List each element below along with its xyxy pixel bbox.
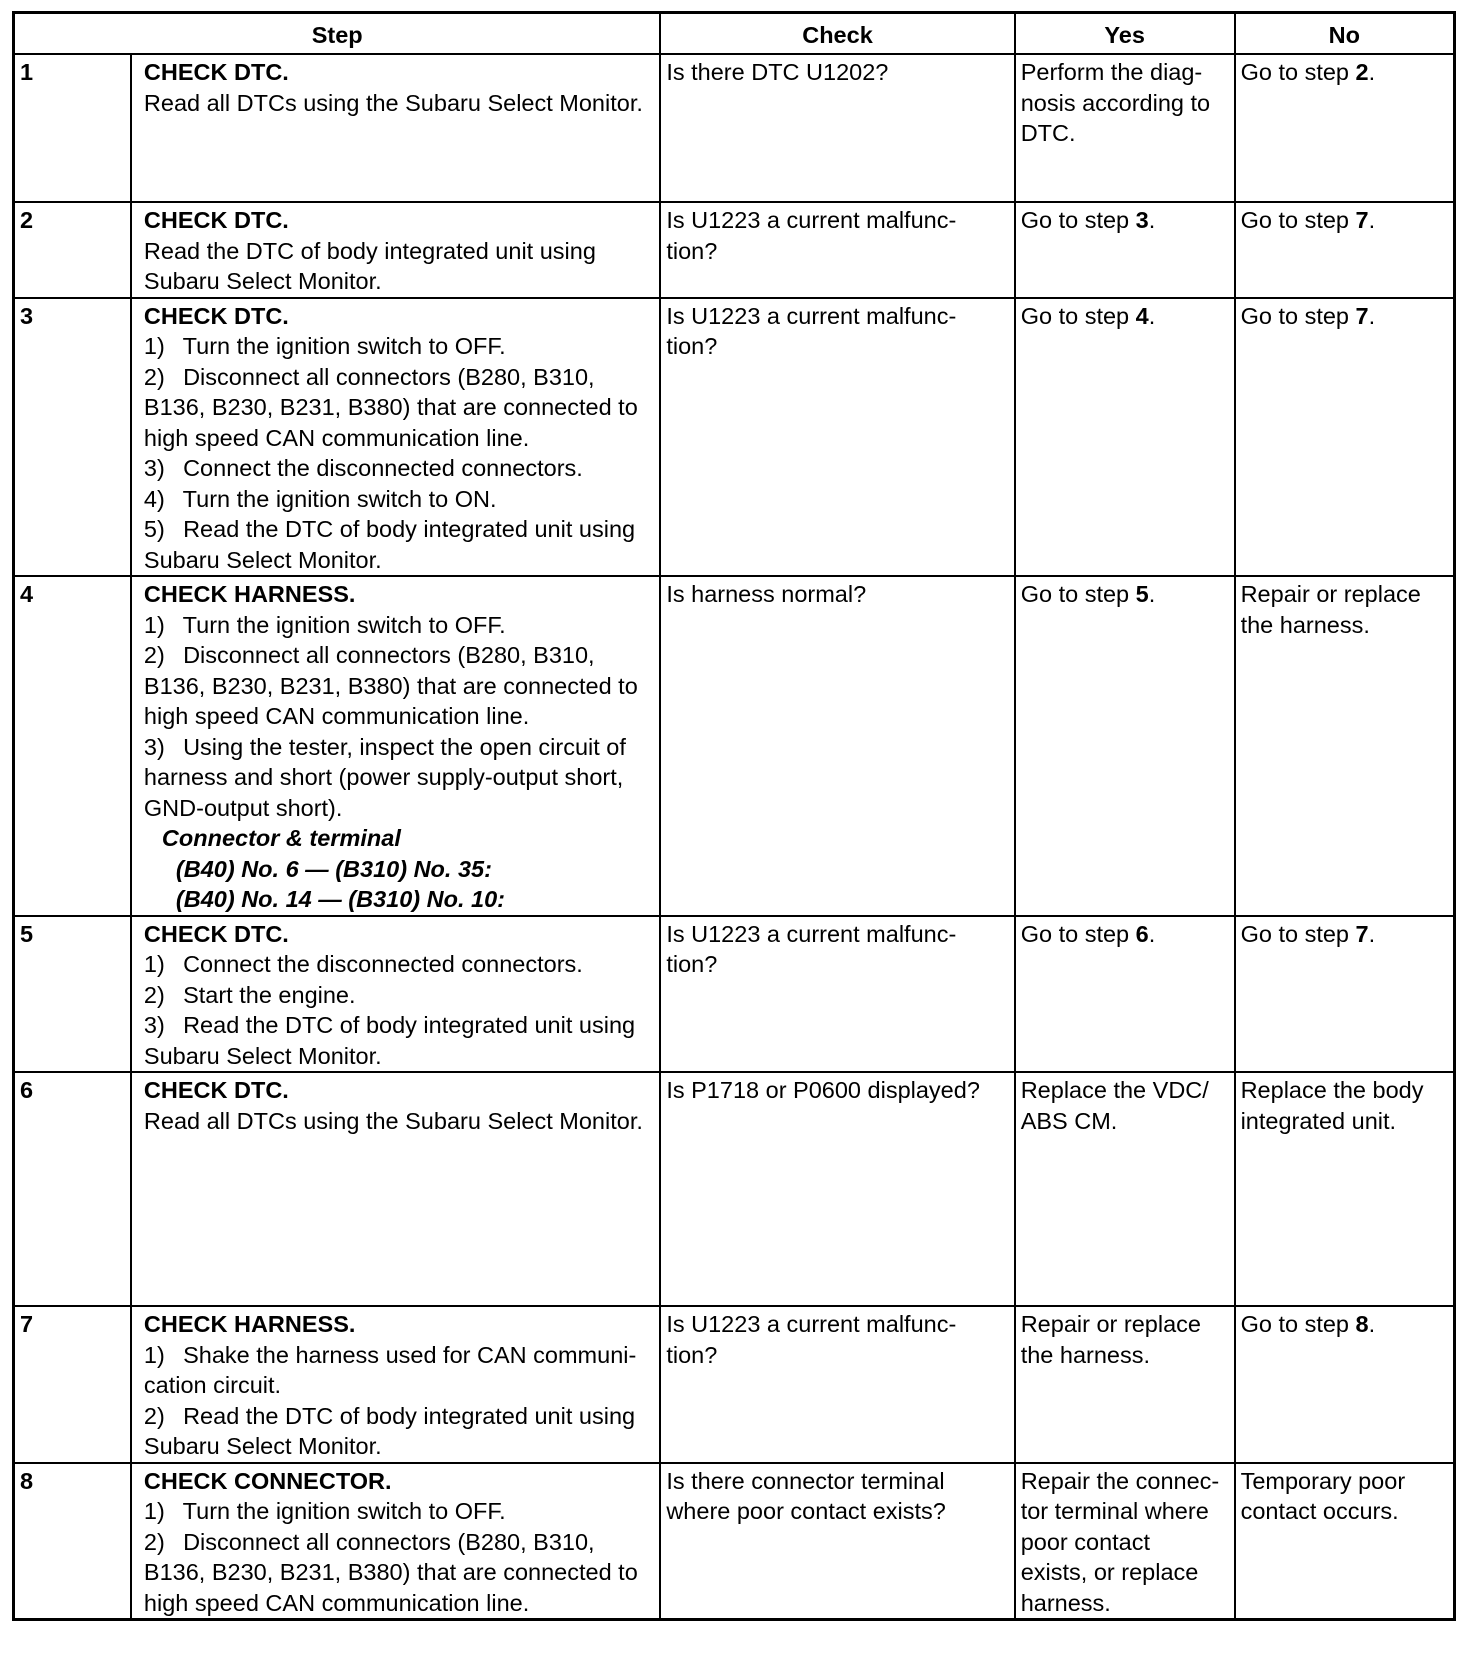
step-line: high speed CAN communication line. — [143, 1589, 530, 1616]
step-title: CHECK DTC. — [143, 302, 289, 329]
yes-suffix: . — [1148, 207, 1156, 233]
table-row — [14, 202, 1455, 298]
step-line: B136, B230, B231, B380) that are connected to — [143, 672, 638, 699]
no-text: contact occurs. — [1240, 1498, 1399, 1524]
step-line: high speed CAN communication line. — [143, 424, 530, 451]
step-number: 5 — [14, 916, 131, 1073]
no-step-ref: 7 — [1355, 302, 1369, 329]
no-text: Temporary poor — [1240, 1467, 1406, 1494]
step-line: cation circuit. — [143, 1372, 282, 1398]
step-line: GND-output short). — [143, 794, 343, 821]
step-line: 1) Connect the disconnected connectors. — [143, 951, 583, 977]
check-text: Is P1718 or P0600 displayed? — [666, 1077, 980, 1103]
no-prefix: Go to step — [1240, 920, 1356, 947]
yes-cell — [1015, 1306, 1235, 1463]
no-cell — [1235, 916, 1455, 1073]
step-line: 2) Start the engine. — [143, 981, 356, 1008]
yes-prefix: Go to step — [1020, 302, 1136, 329]
table-row — [14, 1463, 1455, 1620]
header-step: Step — [14, 13, 661, 55]
no-suffix: . — [1368, 302, 1376, 329]
step-number: 8 — [14, 1463, 131, 1620]
no-prefix: Go to step — [1240, 302, 1356, 329]
step-line: Subaru Select Monitor. — [143, 546, 382, 573]
diagnostic-procedure-table — [12, 11, 1456, 1621]
check-cell — [660, 202, 1014, 298]
yes-prefix: Go to step — [1020, 581, 1136, 607]
check-text: Is there connector terminal — [666, 1467, 945, 1494]
step-line: high speed CAN communication line. — [143, 703, 530, 729]
yes-cell — [1015, 298, 1235, 577]
yes-text: ABS CM. — [1020, 1107, 1118, 1134]
check-cell — [660, 54, 1014, 202]
table-header-row — [14, 13, 1455, 55]
yes-text: exists, or replace — [1020, 1559, 1199, 1585]
terminal-spec: (B40) No. 6 — (B310) No. 35: — [175, 855, 492, 882]
no-text: integrated unit. — [1240, 1107, 1397, 1134]
step-line: Read the DTC of body integrated unit using — [143, 237, 596, 264]
yes-suffix: . — [1148, 581, 1156, 607]
step-number: 3 — [14, 298, 131, 577]
header-check: Check — [660, 13, 1014, 55]
step-line: Subaru Select Monitor. — [143, 268, 382, 294]
step-line: 3) Connect the disconnected connectors. — [143, 455, 583, 481]
yes-suffix: . — [1148, 302, 1156, 329]
step-line: 1) Turn the ignition switch to OFF. — [143, 611, 506, 638]
check-text: where poor contact exists? — [666, 1498, 946, 1524]
check-text: Is U1223 a current malfunc- — [666, 302, 957, 329]
table-row — [14, 1306, 1455, 1463]
step-line: B136, B230, B231, B380) that are connected to — [143, 394, 638, 420]
no-cell — [1235, 298, 1455, 577]
check-text: Is U1223 a current malfunc- — [666, 920, 957, 947]
step-title: CHECK DTC. — [143, 207, 289, 233]
step-line: Read all DTCs using the Subaru Select Monitor. — [143, 89, 643, 116]
step-title: CHECK CONNECTOR. — [143, 1467, 392, 1494]
step-description — [131, 202, 660, 298]
table-row — [14, 54, 1455, 202]
yes-text: DTC. — [1020, 120, 1076, 146]
step-line: 4) Turn the ignition switch to ON. — [143, 485, 497, 512]
step-line: 2) Disconnect all connectors (B280, B310, — [143, 363, 595, 390]
step-line: Subaru Select Monitor. — [143, 1042, 382, 1069]
table-row — [14, 1072, 1455, 1306]
no-suffix: . — [1368, 59, 1376, 85]
no-prefix: Go to step — [1240, 59, 1356, 85]
yes-step-ref: 4 — [1135, 302, 1149, 329]
step-description — [131, 916, 660, 1073]
no-text: Repair or replace — [1240, 581, 1421, 607]
yes-cell — [1015, 576, 1235, 916]
no-suffix: . — [1368, 920, 1376, 947]
step-line: 2) Read the DTC of body integrated unit using — [143, 1402, 636, 1429]
diagnostic-table-container — [12, 11, 1456, 1621]
no-prefix: Go to step — [1240, 1311, 1356, 1337]
check-cell — [660, 1463, 1014, 1620]
step-line: 5) Read the DTC of body integrated unit using — [143, 516, 636, 542]
header-no: No — [1235, 13, 1455, 55]
header-yes: Yes — [1015, 13, 1235, 55]
table-row — [14, 576, 1455, 916]
check-cell — [660, 298, 1014, 577]
no-step-ref: 7 — [1355, 920, 1369, 947]
step-description — [131, 1306, 660, 1463]
check-text: tion? — [666, 237, 718, 264]
step-description — [131, 576, 660, 916]
yes-step-ref: 3 — [1135, 207, 1149, 233]
yes-suffix: . — [1148, 920, 1156, 947]
table-row — [14, 916, 1455, 1073]
no-step-ref: 7 — [1355, 207, 1369, 233]
step-description — [131, 54, 660, 202]
connector-terminal-heading: Connector & terminal — [161, 825, 401, 851]
step-line: B136, B230, B231, B380) that are connected to — [143, 1559, 638, 1585]
no-step-ref: 8 — [1355, 1311, 1369, 1337]
step-number: 7 — [14, 1306, 131, 1463]
no-cell — [1235, 1463, 1455, 1620]
step-number: 4 — [14, 576, 131, 916]
check-text: Is U1223 a current malfunc- — [666, 1311, 957, 1337]
no-cell — [1235, 202, 1455, 298]
yes-step-ref: 6 — [1135, 920, 1149, 947]
no-cell — [1235, 54, 1455, 202]
no-step-ref: 2 — [1355, 59, 1369, 85]
step-title: CHECK DTC. — [143, 920, 289, 947]
yes-text: Perform the diag- — [1020, 59, 1203, 85]
step-line: Subaru Select Monitor. — [143, 1433, 382, 1459]
check-text: tion? — [666, 333, 718, 359]
step-line: 3) Read the DTC of body integrated unit using — [143, 1012, 636, 1038]
check-cell — [660, 1306, 1014, 1463]
check-text: Is harness normal? — [666, 581, 867, 607]
step-title: CHECK HARNESS. — [143, 1311, 356, 1337]
step-description — [131, 1072, 660, 1306]
yes-step-ref: 5 — [1135, 581, 1149, 607]
yes-cell — [1015, 1463, 1235, 1620]
check-cell — [660, 1072, 1014, 1306]
yes-prefix: Go to step — [1020, 920, 1136, 947]
yes-text: tor terminal where — [1020, 1498, 1209, 1524]
check-cell — [660, 916, 1014, 1073]
step-line: 1) Shake the harness used for CAN communi- — [143, 1341, 637, 1368]
no-suffix: . — [1368, 207, 1376, 233]
step-title: CHECK HARNESS. — [143, 581, 356, 607]
no-text: the harness. — [1240, 611, 1370, 638]
check-text: Is U1223 a current malfunc- — [666, 207, 957, 233]
step-number: 6 — [14, 1072, 131, 1306]
step-number: 2 — [14, 202, 131, 298]
no-cell — [1235, 576, 1455, 916]
yes-text: Replace the VDC/ — [1020, 1077, 1209, 1103]
table-row — [14, 298, 1455, 577]
no-cell — [1235, 1072, 1455, 1306]
step-line: 2) Disconnect all connectors (B280, B310, — [143, 1528, 595, 1555]
yes-text: harness. — [1020, 1589, 1111, 1616]
yes-text: Repair or replace — [1020, 1311, 1201, 1337]
check-text: tion? — [666, 1341, 718, 1368]
yes-prefix: Go to step — [1020, 207, 1136, 233]
step-line: 3) Using the tester, inspect the open circuit of — [143, 733, 626, 760]
yes-cell — [1015, 916, 1235, 1073]
yes-cell — [1015, 1072, 1235, 1306]
step-title: CHECK DTC. — [143, 1077, 289, 1103]
step-description — [131, 298, 660, 577]
step-title: CHECK DTC. — [143, 59, 289, 85]
step-line: 1) Turn the ignition switch to OFF. — [143, 1498, 506, 1524]
step-line: Read all DTCs using the Subaru Select Monitor. — [143, 1107, 643, 1134]
yes-text: poor contact — [1020, 1528, 1151, 1555]
no-cell — [1235, 1306, 1455, 1463]
yes-cell — [1015, 202, 1235, 298]
yes-text: Repair the connec- — [1020, 1467, 1220, 1494]
no-prefix: Go to step — [1240, 207, 1356, 233]
yes-text: the harness. — [1020, 1341, 1151, 1368]
check-text: tion? — [666, 951, 718, 977]
step-line: 2) Disconnect all connectors (B280, B310, — [143, 642, 595, 668]
step-description — [131, 1463, 660, 1620]
check-text: Is there DTC U1202? — [666, 59, 889, 85]
yes-cell — [1015, 54, 1235, 202]
terminal-spec: (B40) No. 14 — (B310) No. 10: — [175, 886, 505, 912]
step-line: 1) Turn the ignition switch to OFF. — [143, 333, 506, 359]
step-number: 1 — [14, 54, 131, 202]
no-text: Replace the body — [1240, 1077, 1424, 1103]
step-line: harness and short (power supply-output short, — [143, 764, 624, 790]
yes-text: nosis according to — [1020, 89, 1211, 116]
check-cell — [660, 576, 1014, 916]
no-suffix: . — [1368, 1311, 1376, 1337]
